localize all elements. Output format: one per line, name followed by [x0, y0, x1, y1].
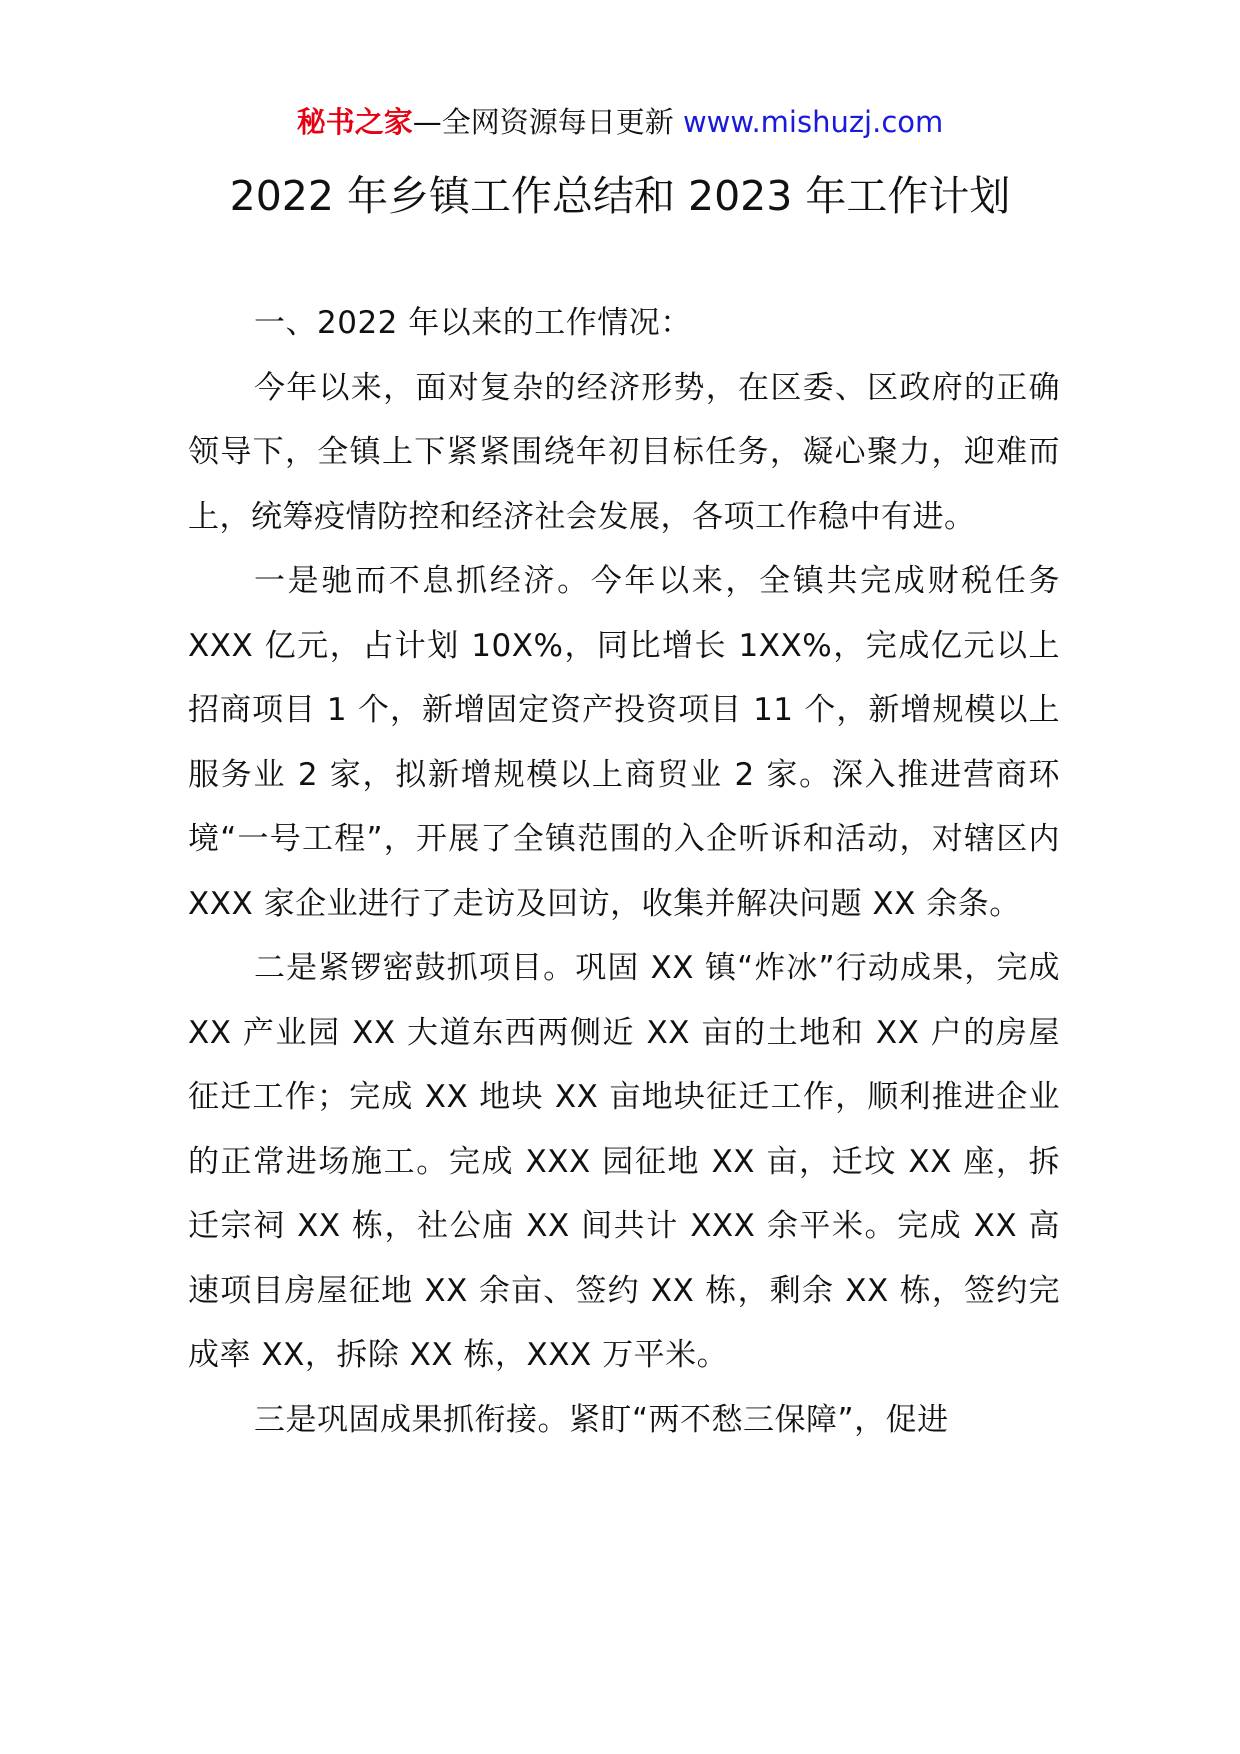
header-slogan: —全网资源每日更新	[412, 105, 674, 139]
site-url-link[interactable]: www.mishuzj.com	[682, 105, 944, 139]
section-heading: 一、2022 年以来的工作情况：	[254, 305, 692, 341]
brand-name: 秘书之家	[296, 105, 413, 139]
document-title: 2022 年乡镇工作总结和 2023 年工作计划	[229, 172, 1011, 220]
document-body	[188, 291, 1060, 1452]
paragraph-economy: 一是驰而不息抓经济。今年以来，全镇共完成财税任务 XXX 亿元，占计划 10X%，同比增长 1XX%，完成亿元以上招商项目 1 个，新增固定资产投资项目 11 个，新增规模以上服务业 2 家，拟新增规模以上商贸业 2 家。深入推进营商环境“一号工程”，开展了全镇范围的入企听诉和活动，对辖区内 XXX 家企业进行了走访及回访，收集并解决问题 XX 余条。	[188, 563, 1060, 922]
paragraph-intro: 今年以来，面对复杂的经济形势，在区委、区政府的正确领导下，全镇上下紧紧围绕年初目标任务，凝心聚力，迎难而上，统筹疫情防控和经济社会发展，各项工作稳中有进。	[188, 369, 1060, 535]
paragraph-consolidation: 三是巩固成果抓衔接。紧盯“两不愁三保障”，促进	[254, 1401, 949, 1438]
paragraph-projects: 二是紧锣密鼓抓项目。巩固 XX 镇“炸冰”行动成果，完成 XX 产业园 XX 大道东西两侧近 XX 亩的土地和 XX 户的房屋征迁工作；完成 XX 地块 XX 亩地块征迁工作，顺利推进企业的正常进场施工。完成 XXX 园征地 XX 亩，迁坟 XX 座，拆迁宗祠 XX 栋，社公庙 XX 间共计 XXX 余平米。完成 XX 高速项目房屋征地 XX 余亩、签约 XX 栋，剩余 XX 栋，签约完成率 XX，拆除 XX 栋，XXX 万平米。	[188, 950, 1060, 1373]
site-header	[0, 100, 1240, 144]
